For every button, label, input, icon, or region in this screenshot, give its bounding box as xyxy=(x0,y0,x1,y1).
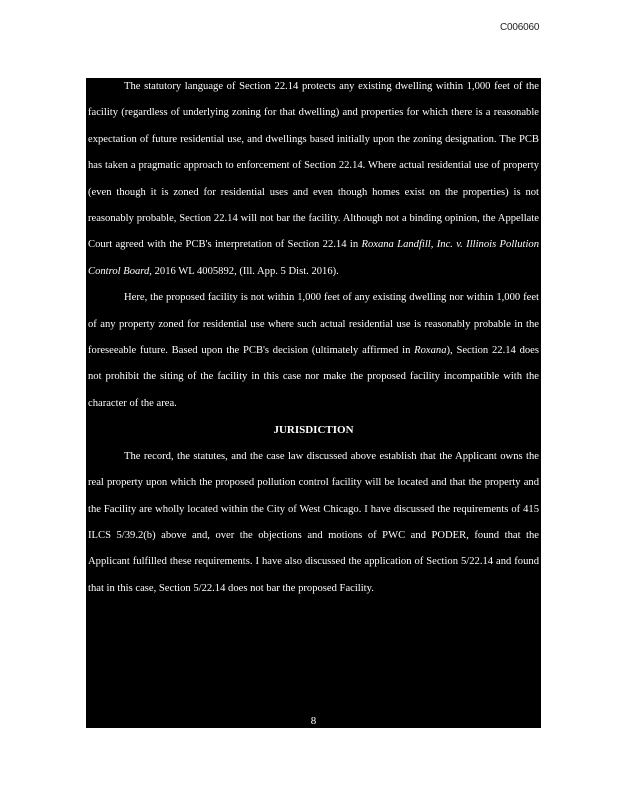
paragraph-text: Here, the proposed facility is not within 1,000 feet of any existing dwelling nor within 1,000 feet of any property zoned for residential use where such actual residential use is reasonably probable in the foreseeable future. Based upon the PCB's decision (ultimately affirmed in xyxy=(88,292,539,357)
paragraph-text-tail: ), Section 22.14 does not prohibit the siting of the facility in this case nor make the proposed facility incompatible with the character of the area. xyxy=(88,345,539,409)
paragraph-proposed-facility xyxy=(88,285,539,417)
document-page xyxy=(86,78,541,728)
paragraph-text-tail: 2016 WL 4005892, (Ill. App. 5 Dist. 2016). xyxy=(151,265,339,277)
section-heading-jurisdiction: JURISDICTION xyxy=(273,424,354,437)
page-number: 8 xyxy=(310,715,317,727)
paragraph-text: The statutory language of Section 22.14 protects any existing dwelling within 1,000 feet of the facility (regardless of underlying zoning for that dwelling) and properties for which there is a reasonable expectation of future residential use, and dwellings based initially upon the zoning designation. The PCB has taken a pragmatic approach to enforcement of Section 22.14. Where actual residential use of property (even though it is zoned for residential uses and even though homes exist on the properties) is not reasonably probable, Section 22.14 will not bar the facility. Although not a binding opinion, the Appellate Court agreed with the PCB's interpretation of Section 22.14 in xyxy=(88,81,539,251)
case-citation-roxana: Roxana Landfill, Inc. v. Illinois Pollution Control Board, xyxy=(88,239,539,277)
paragraph-jurisdiction: The record, the statutes, and the case law discussed above establish that the Applicant owns the real property upon which the proposed pollution control facility will be located and that the property and the Facility are wholly located within the City of West Chicago. I have discussed the requirements of 415 ILCS 5/39.2(b) above and, over the objections and motions of PWC and PODER, found that the Applicant fulfilled these requirements. I have also discussed the application of Section 5/22.14 and found that in this case, Section 5/22.14 does not bar the proposed Facility. xyxy=(88,450,539,594)
case-citation-roxana-short: Roxana xyxy=(414,345,447,357)
bates-number: C006060 xyxy=(500,22,540,33)
paragraph-section-22-14 xyxy=(88,74,539,285)
